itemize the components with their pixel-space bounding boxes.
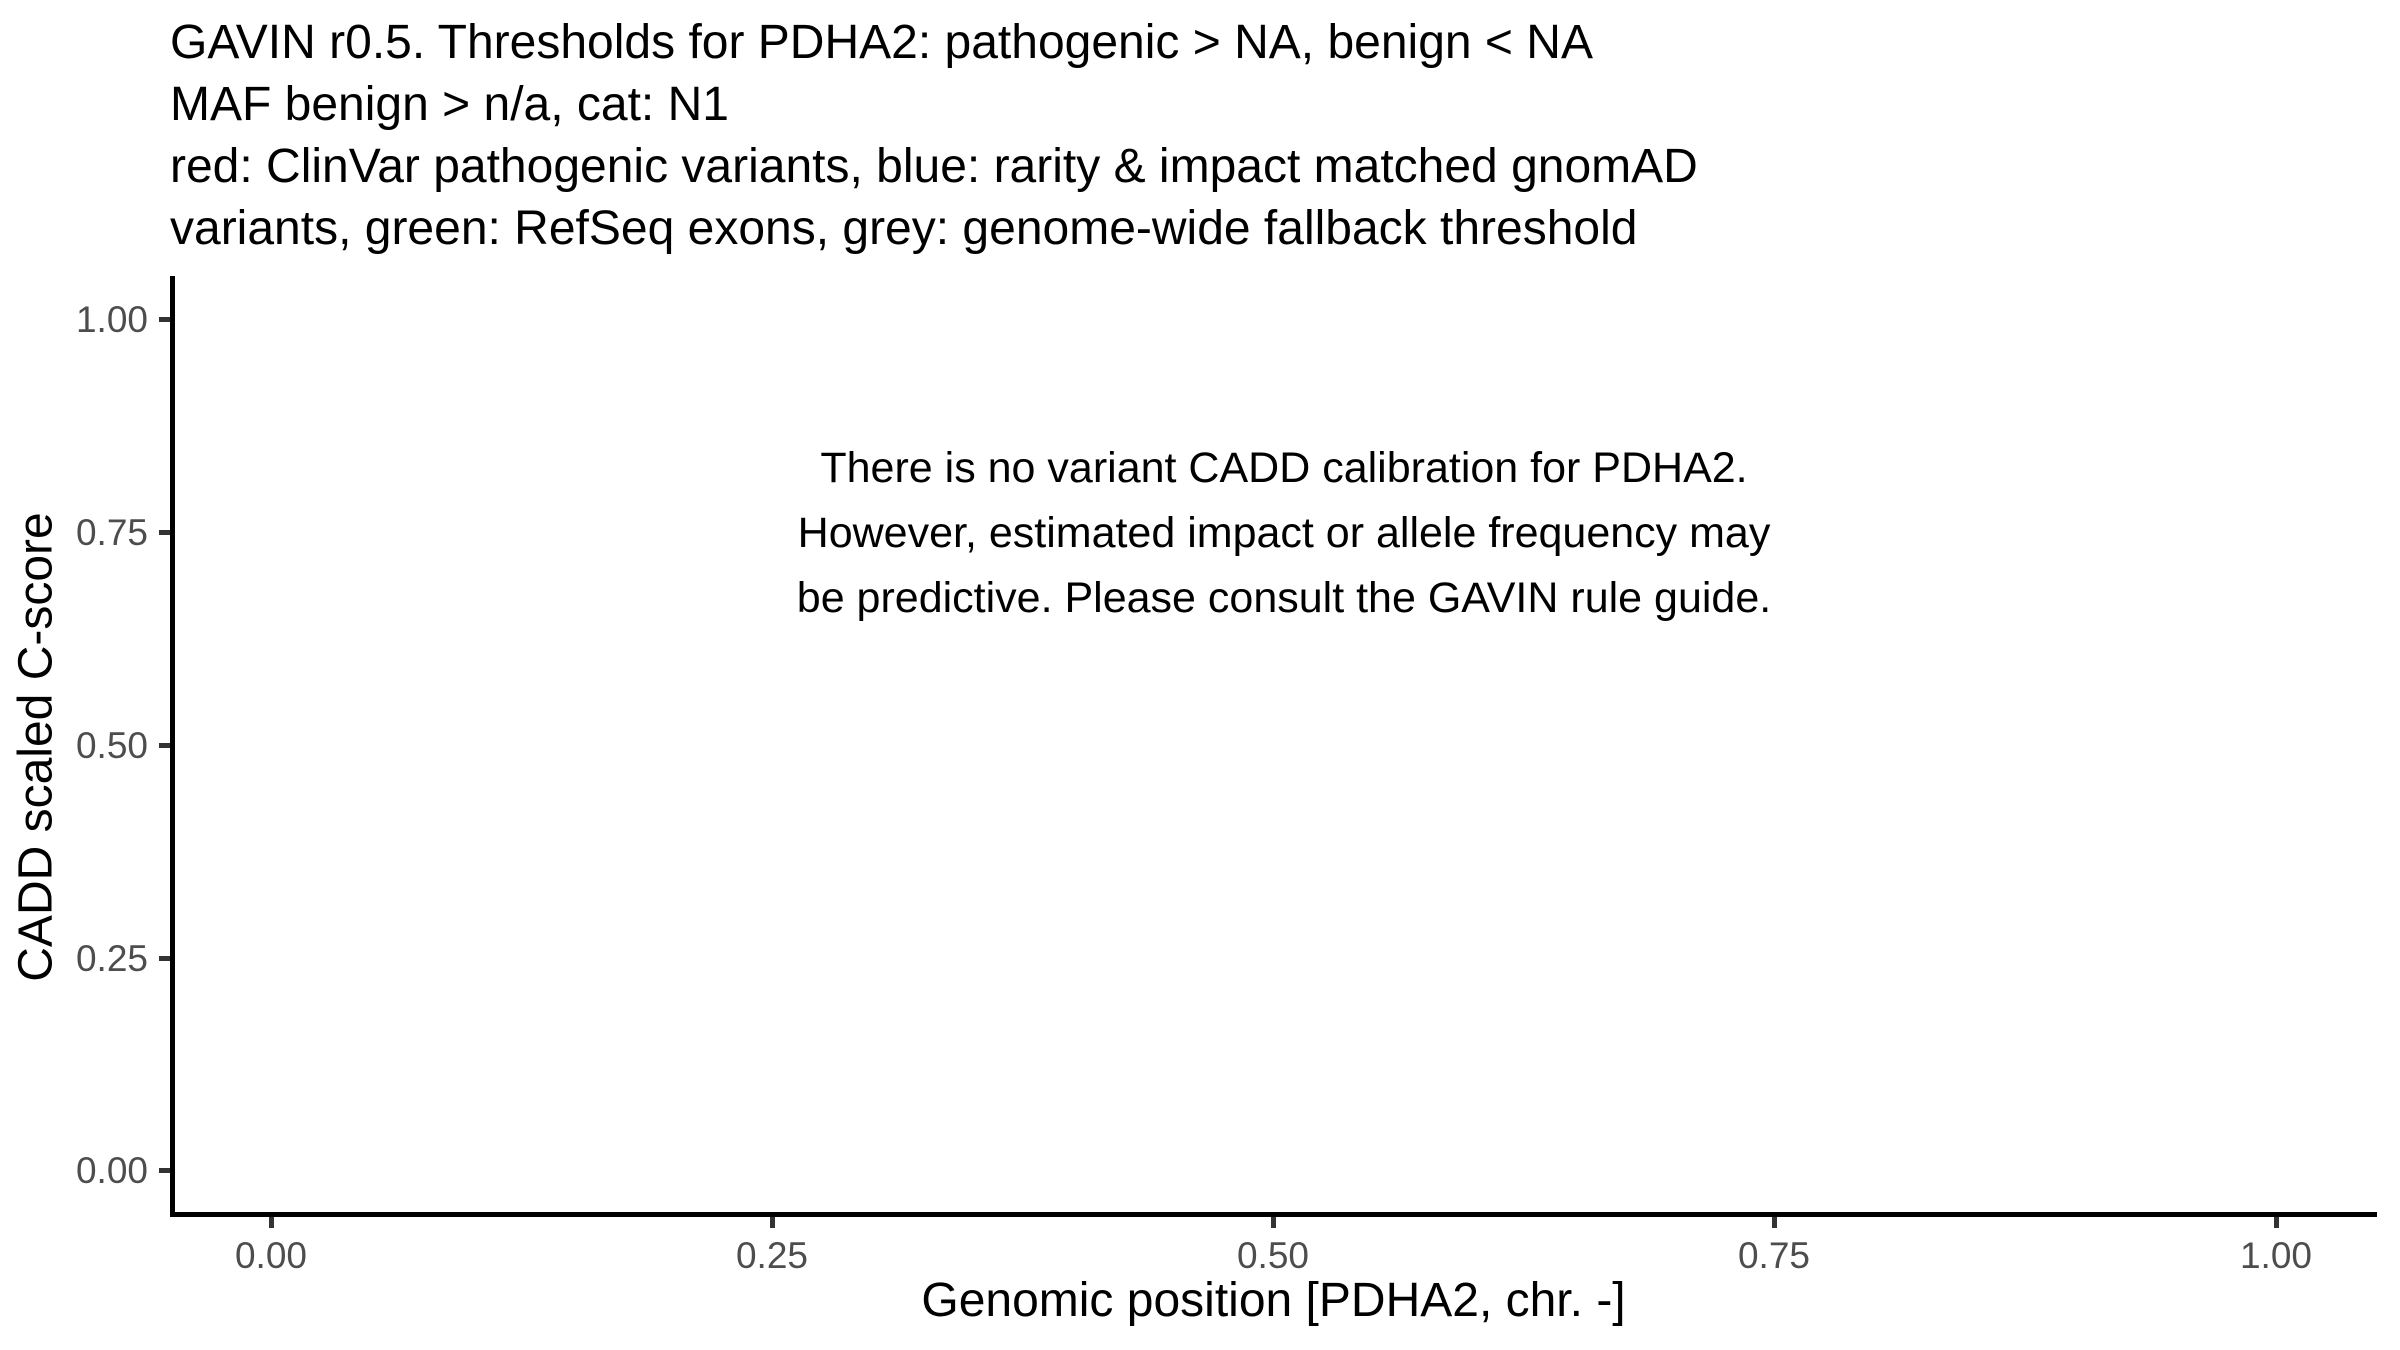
- x-axis-tick-label: 0.00: [234, 1235, 307, 1276]
- y-axis-tick-mark: [159, 530, 170, 535]
- x-axis-tick-mark: [269, 1217, 274, 1228]
- plot-title-line-1: GAVIN r0.5. Thresholds for PDHA2: pathogenic > NA, benign < NA: [170, 16, 1593, 69]
- y-axis-tick-label: 0.50: [75, 725, 148, 766]
- x-axis-tick-label: 0.50: [1236, 1235, 1309, 1276]
- y-axis-tick-label: 0.75: [75, 512, 148, 553]
- no-calibration-message: [684, 436, 1884, 631]
- x-axis-title: Genomic position [PDHA2, chr. -]: [921, 1274, 1626, 1327]
- x-axis-tick-mark: [2274, 1217, 2279, 1228]
- y-axis-tick-mark: [159, 1168, 170, 1173]
- y-axis-tick-mark: [159, 317, 170, 322]
- plot-title-line-4: variants, green: RefSeq exons, grey: genome-wide fallback threshold: [170, 202, 1638, 255]
- x-axis-tick-mark: [770, 1217, 775, 1228]
- x-axis-tick-label: 1.00: [2239, 1235, 2312, 1276]
- plot-title: [170, 12, 1698, 260]
- no-calibration-message-line-3: be predictive. Please consult the GAVIN rule guide.: [796, 574, 1772, 622]
- y-axis-tick-mark: [159, 743, 170, 748]
- y-axis-tick-label: 1.00: [75, 299, 148, 340]
- x-axis-tick-label: 0.25: [735, 1235, 808, 1276]
- x-axis-tick-mark: [1772, 1217, 1777, 1228]
- plot-title-line-3: red: ClinVar pathogenic variants, blue: rarity & impact matched gnomAD: [170, 140, 1698, 193]
- x-axis-tick-mark: [1271, 1217, 1276, 1228]
- no-calibration-message-line-1: There is no variant CADD calibration for PDHA2.: [820, 444, 1748, 492]
- plot-title-line-2: MAF benign > n/a, cat: N1: [170, 78, 729, 131]
- x-axis-tick-label: 0.75: [1737, 1235, 1810, 1276]
- y-axis-tick-label: 0.25: [75, 938, 148, 979]
- y-axis-tick-label: 0.00: [75, 1150, 148, 1191]
- y-axis-line: [170, 276, 175, 1217]
- y-axis-tick-mark: [159, 956, 170, 961]
- no-calibration-message-line-2: However, estimated impact or allele frequency may: [797, 509, 1771, 557]
- y-axis-title: CADD scaled C-score: [9, 512, 63, 982]
